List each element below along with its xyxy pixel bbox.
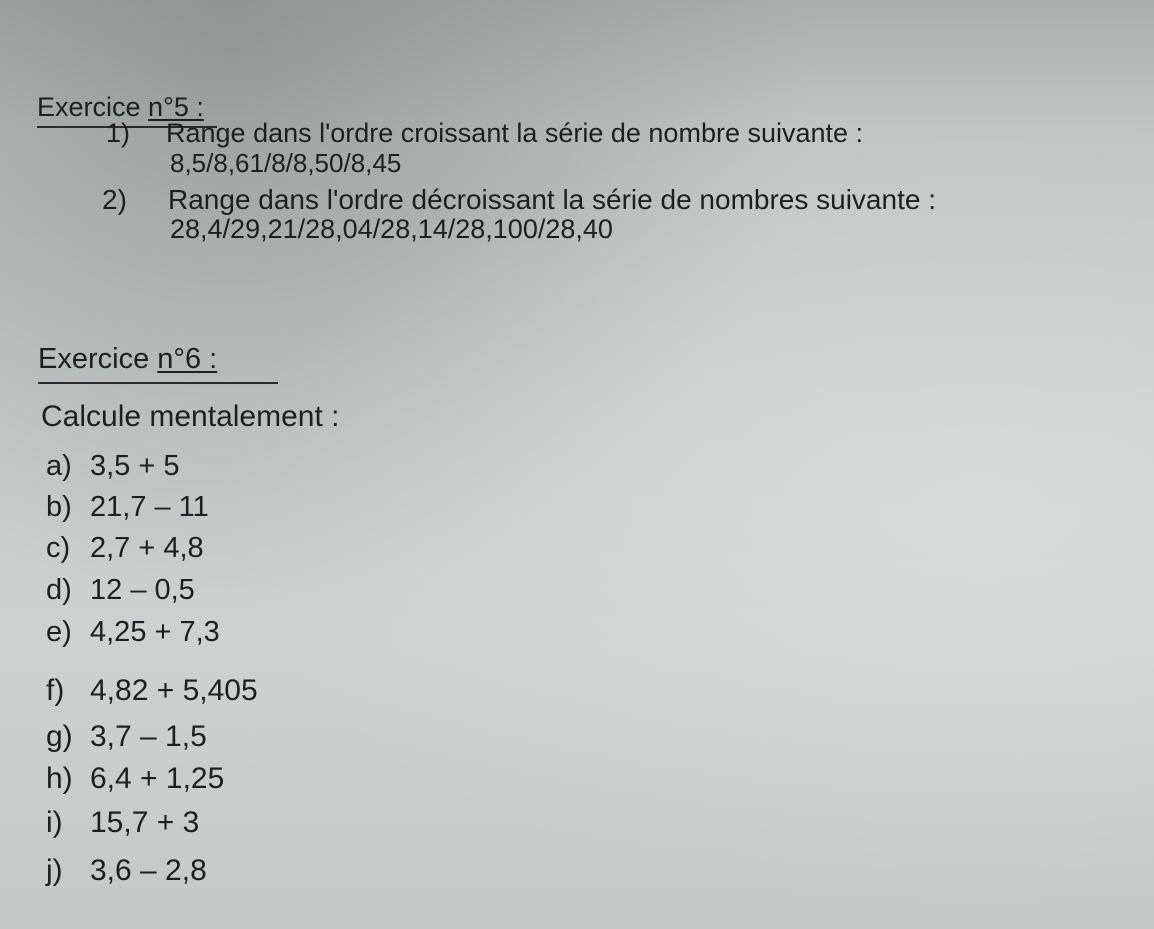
exercise6-item-a [46,452,180,481]
item-expression: 3,6 – 2,8 [90,854,207,887]
item-letter: f) [46,674,65,707]
item-expression: 15,7 + 3 [90,806,200,839]
item-expression: 12 – 0,5 [90,574,195,606]
item-expression: 4,82 + 5,405 [90,674,258,707]
item-letter: c) [46,532,71,564]
exercise6-item-e [46,618,220,647]
exercise6-item-h [46,764,224,794]
item-letter: i) [46,806,63,839]
exercise5-title-number: n°5 : [148,92,204,122]
item-expression: 6,4 + 1,25 [90,762,225,795]
exercise5-q2-text: Range dans l'ordre décroissant la série de nombres suivante : [168,184,936,215]
exercise5-title [37,94,204,121]
item-expression: 21,7 – 11 [90,491,209,523]
exercise5-q1 [106,120,863,147]
exercise5-q1-text: Range dans l'ordre croissant la série de nombre suivante : [166,118,864,148]
exercise5-q2-series: 28,4/29,21/28,04/28,14/28,100/28,40 [170,214,613,244]
item-expression: 2,7 + 4,8 [90,532,204,564]
exercise6-item-i [46,808,199,838]
item-letter: j) [46,854,63,887]
exercise5-q1-number: 1) [106,118,131,148]
item-letter: e) [46,616,72,648]
exercise6-item-d [46,576,195,605]
exercise6-instruction: Calcule mentalement : [41,400,340,433]
exercise6-item-b [46,493,209,522]
exercise6-item-g [46,722,207,752]
item-expression: 4,25 + 7,3 [90,616,220,648]
exercise5-title-prefix: Exercice [37,92,141,122]
exercise5-q2 [102,186,936,214]
exercise5-q1-series: 8,5/8,61/8/8,50/8,45 [170,148,402,178]
item-letter: a) [46,450,72,482]
item-letter: b) [46,491,72,523]
exercise6-title [38,345,217,374]
exercise6-title-prefix: Exercice [38,343,150,375]
item-letter: g) [46,720,73,753]
item-expression: 3,7 – 1,5 [90,720,207,753]
exercise6-item-c [46,534,204,563]
item-letter: h) [46,762,73,795]
exercise6-item-j [46,856,207,886]
exercise6-title-number: n°6 : [157,343,218,375]
exercise5-q2-number: 2) [102,184,127,215]
exercise6-title-rule [38,382,278,384]
exercise6-item-f [46,676,258,706]
item-expression: 3,5 + 5 [90,450,180,482]
item-letter: d) [46,574,72,606]
